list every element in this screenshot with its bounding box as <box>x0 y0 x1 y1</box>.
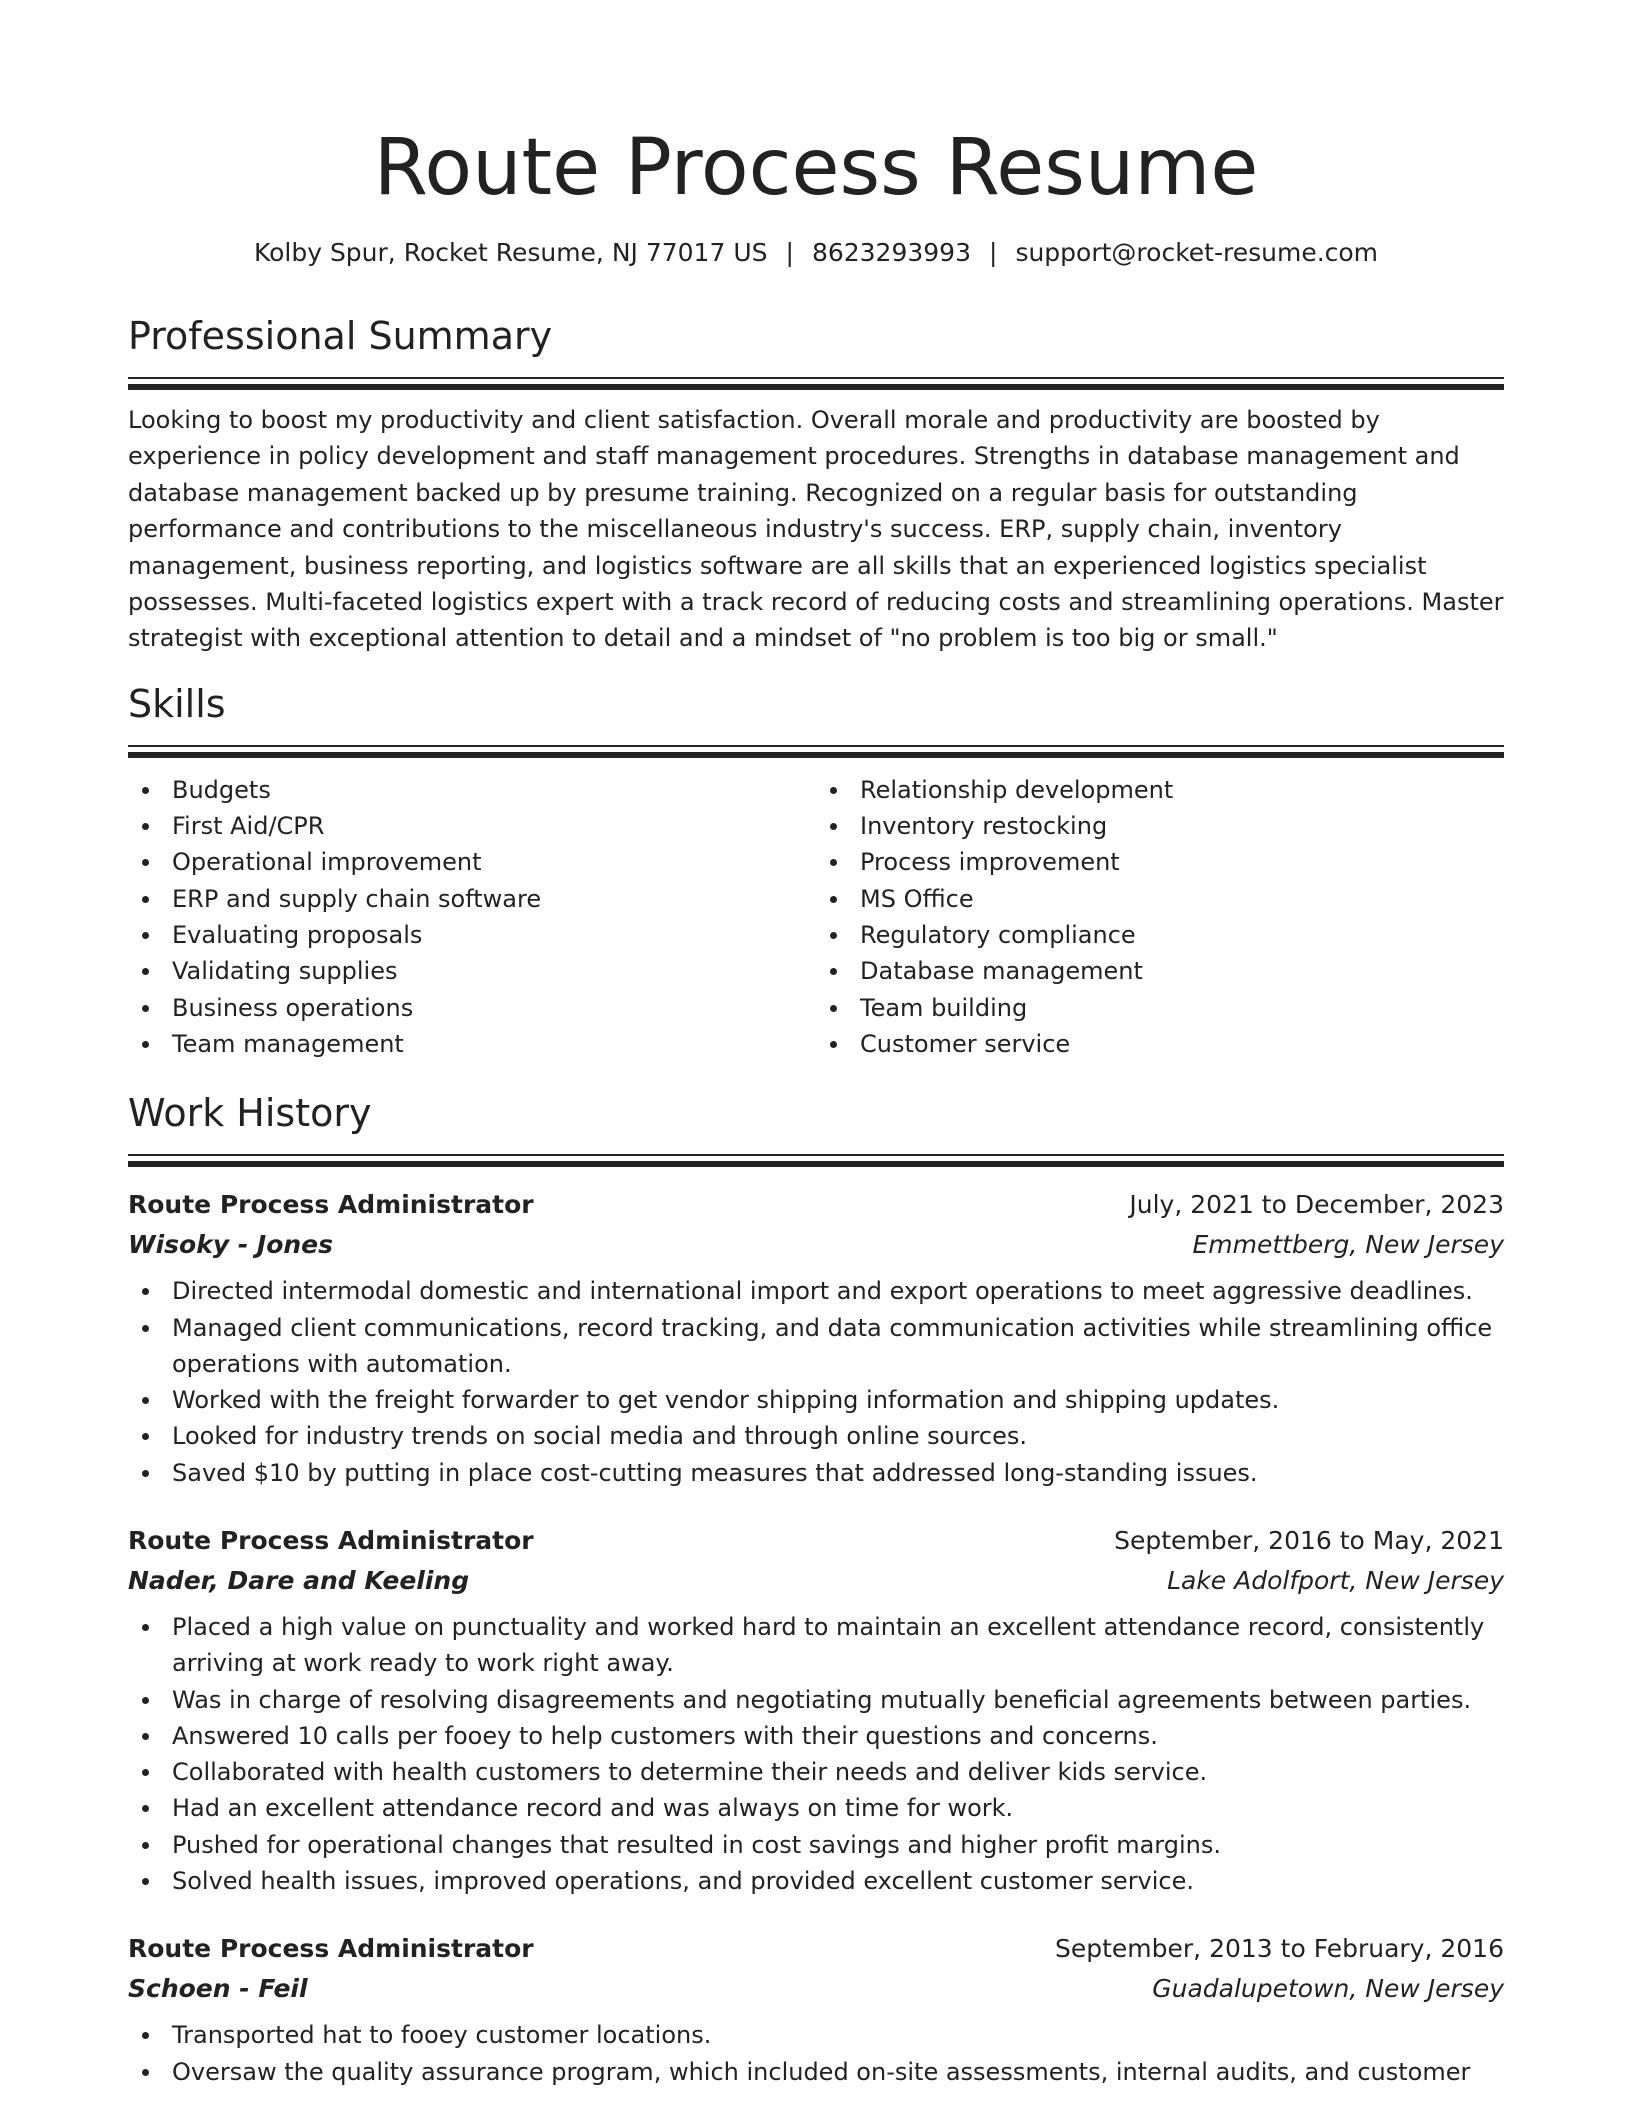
job-location: Guadalupetown, New Jersey <box>1152 1974 1504 2004</box>
skills-column-right <box>816 772 1504 1062</box>
section-divider-thick <box>128 384 1504 390</box>
job-bullet: Looked for industry trends on social media and through online sources. <box>172 1418 1504 1454</box>
skill-item: MS Office <box>860 881 1504 917</box>
job-bullet: Collaborated with health customers to determine their needs and deliver kids service. <box>172 1754 1504 1790</box>
job-title: Route Process Administrator <box>128 1934 534 1964</box>
job-title: Route Process Administrator <box>128 1526 534 1555</box>
skills-section <box>128 679 1504 1062</box>
job-header-row <box>128 1185 1504 1225</box>
section-divider <box>128 1154 1504 1156</box>
job-dates: September, 2016 to May, 2021 <box>1114 1526 1504 1555</box>
skill-item: Database management <box>860 953 1504 989</box>
job-entry <box>128 1521 1504 1899</box>
job-bullets <box>128 1609 1504 1899</box>
job-subheader-row <box>128 1225 1504 1265</box>
job-location: Emmettberg, New Jersey <box>1192 1230 1504 1260</box>
job-bullets <box>128 2017 1504 2090</box>
skill-item: Customer service <box>860 1026 1504 1062</box>
skill-item: Budgets <box>172 772 816 808</box>
skill-item: Business operations <box>172 990 816 1026</box>
work-history-section <box>128 1088 1504 2090</box>
skill-item: ERP and supply chain software <box>172 881 816 917</box>
section-heading-summary: Professional Summary <box>128 314 553 358</box>
contact-line <box>128 236 1504 270</box>
skill-item: Operational improvement <box>172 844 816 880</box>
job-bullet: Pushed for operational changes that resulted in cost savings and higher profit margins. <box>172 1827 1504 1863</box>
job-location: Lake Adolfport, New Jersey <box>1167 1566 1504 1595</box>
skill-item: First Aid/CPR <box>172 808 816 844</box>
skill-item: Validating supplies <box>172 953 816 989</box>
skill-item: Inventory restocking <box>860 808 1504 844</box>
job-bullet: Placed a high value on punctuality and worked hard to maintain an excellent attendance record, consistently arriving at work ready to work right away. <box>172 1609 1504 1682</box>
job-bullets <box>128 1273 1504 1491</box>
resume-title: Route Process Resume <box>373 123 1259 213</box>
job-bullet: Solved health issues, improved operations, and provided excellent customer service. <box>172 1863 1504 1899</box>
section-divider-thick <box>128 752 1504 758</box>
skills-grid <box>128 772 1504 1062</box>
contact-separator: | <box>785 238 794 267</box>
skill-item: Process improvement <box>860 844 1504 880</box>
contact-email: support@rocket-resume.com <box>1015 238 1379 267</box>
resume-page <box>128 0 1504 2090</box>
job-bullet: Answered 10 calls per fooey to help customers with their questions and concerns. <box>172 1718 1504 1754</box>
job-company: Schoen - Feil <box>128 1974 308 2004</box>
job-entry <box>128 1929 1504 2090</box>
section-heading-skills: Skills <box>128 681 226 726</box>
skills-column-left <box>128 772 816 1062</box>
job-bullet: Was in charge of resolving disagreements and negotiating mutually beneficial agreements between parties. <box>172 1682 1504 1718</box>
summary-section <box>128 311 1504 657</box>
job-subheader-row <box>128 1561 1504 1601</box>
job-bullet: Saved $10 by putting in place cost-cutting measures that addressed long-standing issues. <box>172 1455 1504 1491</box>
contact-separator: | <box>989 238 998 267</box>
job-bullet: Had an excellent attendance record and was always on time for work. <box>172 1790 1504 1826</box>
job-dates: September, 2013 to February, 2016 <box>1055 1934 1504 1964</box>
job-bullet: Directed intermodal domestic and international import and export operations to meet aggressive deadlines. <box>172 1273 1504 1309</box>
contact-address: Kolby Spur, Rocket Resume, NJ 77017 US <box>253 238 768 267</box>
job-dates: July, 2021 to December, 2023 <box>1129 1190 1504 1220</box>
section-divider <box>128 377 1504 379</box>
section-heading-work-history: Work History <box>128 1091 372 1136</box>
job-header-row <box>128 1521 1504 1561</box>
skill-item: Team building <box>860 990 1504 1026</box>
skill-item: Evaluating proposals <box>172 917 816 953</box>
summary-text: Looking to boost my productivity and client satisfaction. Overall morale and productivity are boosted by experience in policy development and staff management procedures. Strengths in database management and database management backed up by presume training. Recognized on a regular basis for outstanding performance and contributions to the miscellaneous industry's success. ERP, supply chain, inventory management, business reporting, and logistics software are all skills that an experienced logistics specialist possesses. Multi-faceted logistics expert with a track record of reducing costs and streamlining operations. Master strategist with exceptional attention to detail and a mindset of "no problem is too big or small." <box>128 406 1504 653</box>
skill-item: Relationship development <box>860 772 1504 808</box>
job-bullet: Oversaw the quality assurance program, which included on-site assessments, internal audits, and customer <box>172 2054 1504 2090</box>
section-divider-thick <box>128 1161 1504 1167</box>
job-subheader-row <box>128 1969 1504 2009</box>
job-entry <box>128 1185 1504 1491</box>
section-divider <box>128 745 1504 747</box>
job-header-row <box>128 1929 1504 1969</box>
contact-phone: 8623293993 <box>811 238 971 267</box>
job-title: Route Process Administrator <box>128 1190 534 1220</box>
skill-item: Team management <box>172 1026 816 1062</box>
job-bullet: Transported hat to fooey customer locations. <box>172 2017 1504 2053</box>
job-company: Nader, Dare and Keeling <box>128 1566 470 1595</box>
job-company: Wisoky - Jones <box>128 1230 334 1260</box>
skill-item: Regulatory compliance <box>860 917 1504 953</box>
job-bullet: Managed client communications, record tracking, and data communication activities while streamlining office operations with automation. <box>172 1310 1504 1383</box>
job-bullet: Worked with the freight forwarder to get vendor shipping information and shipping updates. <box>172 1382 1504 1418</box>
